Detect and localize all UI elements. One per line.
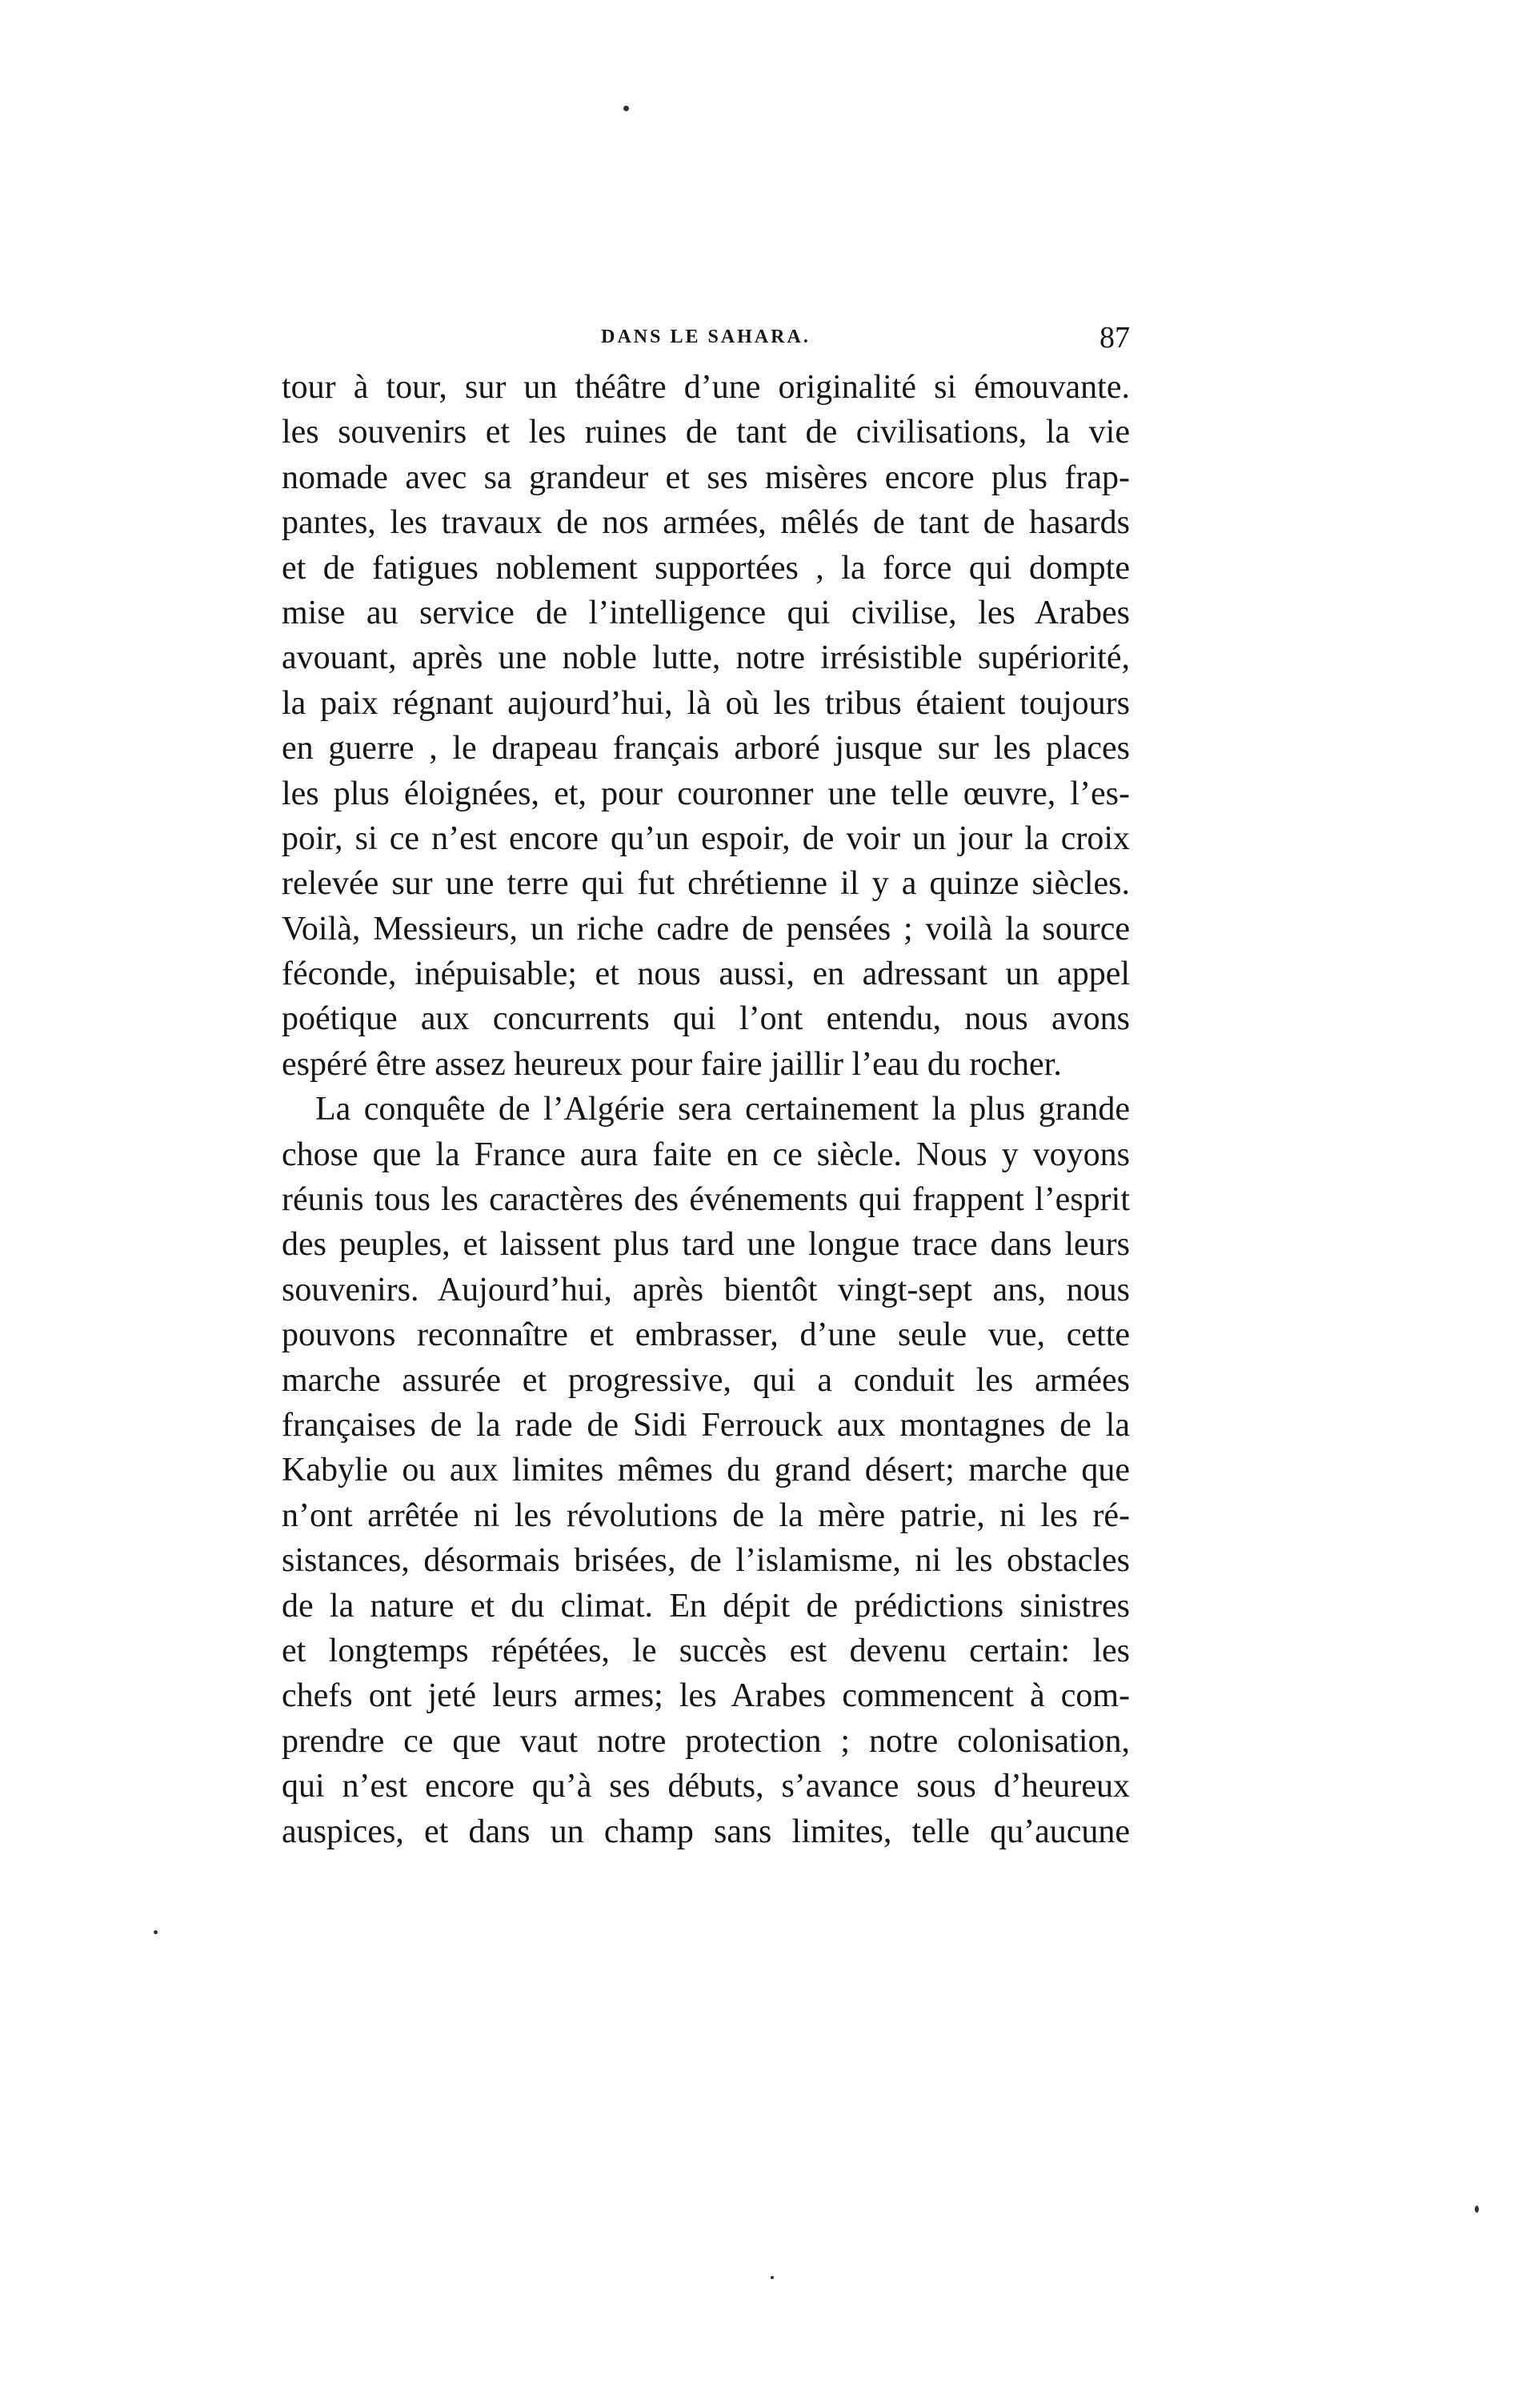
text-line: Voilà, Messieurs, un riche cadre de pensées ; voilà la source xyxy=(282,910,1130,948)
text-line: nomade avec sa grandeur et ses misères encore plus frap- xyxy=(282,459,1130,496)
text-line: poir, si ce n’est encore qu’un espoir, de voir un jour la croix xyxy=(282,819,1130,857)
text-line: avouant, après une noble lutte, notre irrésistible supériorité, xyxy=(282,639,1130,677)
paragraph-first-line: La conquête de l’Algérie sera certainement la plus grande xyxy=(315,1091,1130,1128)
text-line: françaises de la rade de Sidi Ferrouck aux montagnes de la xyxy=(282,1406,1130,1444)
running-head: DANS LE SAHARA. xyxy=(601,327,811,347)
text-line: chose que la France aura faite en ce siècle. Nous y voyons xyxy=(282,1136,1130,1173)
text-line: auspices, et dans un champ sans limites, telle qu’aucune xyxy=(282,1813,1130,1850)
text-line: pouvons reconnaître et embrasser, d’une seule vue, cette xyxy=(282,1316,1130,1354)
page-number: 87 xyxy=(1099,321,1130,355)
ink-speck xyxy=(623,106,629,111)
text-line: mise au service de l’intelligence qui civilise, les Arabes xyxy=(282,594,1130,631)
text-line: n’ont arrêtée ni les révolutions de la mère patrie, ni les ré- xyxy=(282,1496,1130,1534)
text-line: Kabylie ou aux limites mêmes du grand désert; marche que xyxy=(282,1452,1130,1489)
ink-speck xyxy=(771,2276,774,2279)
text-line: marche assurée et progressive, qui a conduit les armées xyxy=(282,1361,1130,1399)
text-line: la paix régnant aujourd’hui, là où les tribus étaient toujours xyxy=(282,684,1130,722)
text-line: relevée sur une terre qui fut chrétienne il y a quinze siècles. xyxy=(282,865,1130,903)
text-line: les plus éloignées, et, pour couronner une telle œuvre, l’es- xyxy=(282,775,1130,812)
text-line: et de fatigues noblement supportées , la force qui dompte xyxy=(282,549,1130,587)
text-line: en guerre , le drapeau français arboré jusque sur les places xyxy=(282,730,1130,767)
page-header xyxy=(282,320,1130,360)
ink-speck xyxy=(1475,2206,1479,2213)
text-line: prendre ce que vaut notre protection ; notre colonisation, xyxy=(282,1722,1130,1760)
text-line: et longtemps répétées, le succès est devenu certain: les xyxy=(282,1632,1130,1669)
text-line: réunis tous les caractères des événements qui frappent l’esprit xyxy=(282,1181,1130,1219)
text-line: les souvenirs et les ruines de tant de civilisations, la vie xyxy=(282,414,1130,451)
text-line: qui n’est encore qu’à ses débuts, s’avance sous d’heureux xyxy=(282,1768,1130,1805)
text-line: des peuples, et laissent plus tard une longue trace dans leurs xyxy=(282,1226,1130,1264)
text-line: poétique aux concurrents qui l’ont entendu, nous avons xyxy=(282,1000,1130,1038)
ink-speck xyxy=(154,1930,158,1934)
text-line: sistances, désormais brisées, de l’islamisme, ni les obstacles xyxy=(282,1542,1130,1580)
text-line: souvenirs. Aujourd’hui, après bientôt vingt-sept ans, nous xyxy=(282,1271,1130,1308)
body-text xyxy=(282,365,1130,1854)
paragraph-last-line: espéré être assez heureux pour faire jaillir l’eau du rocher. xyxy=(282,1045,1062,1083)
text-line: de la nature et du climat. En dépit de prédictions sinistres xyxy=(282,1587,1130,1625)
text-line: pantes, les travaux de nos armées, mêlés de tant de hasards xyxy=(282,504,1130,542)
text-line: tour à tour, sur un théâtre d’une originalité si émouvante. xyxy=(282,369,1130,406)
text-line: féconde, inépuisable; et nous aussi, en adressant un appel xyxy=(282,956,1130,993)
text-line: chefs ont jeté leurs armes; les Arabes commencent à com- xyxy=(282,1677,1130,1715)
